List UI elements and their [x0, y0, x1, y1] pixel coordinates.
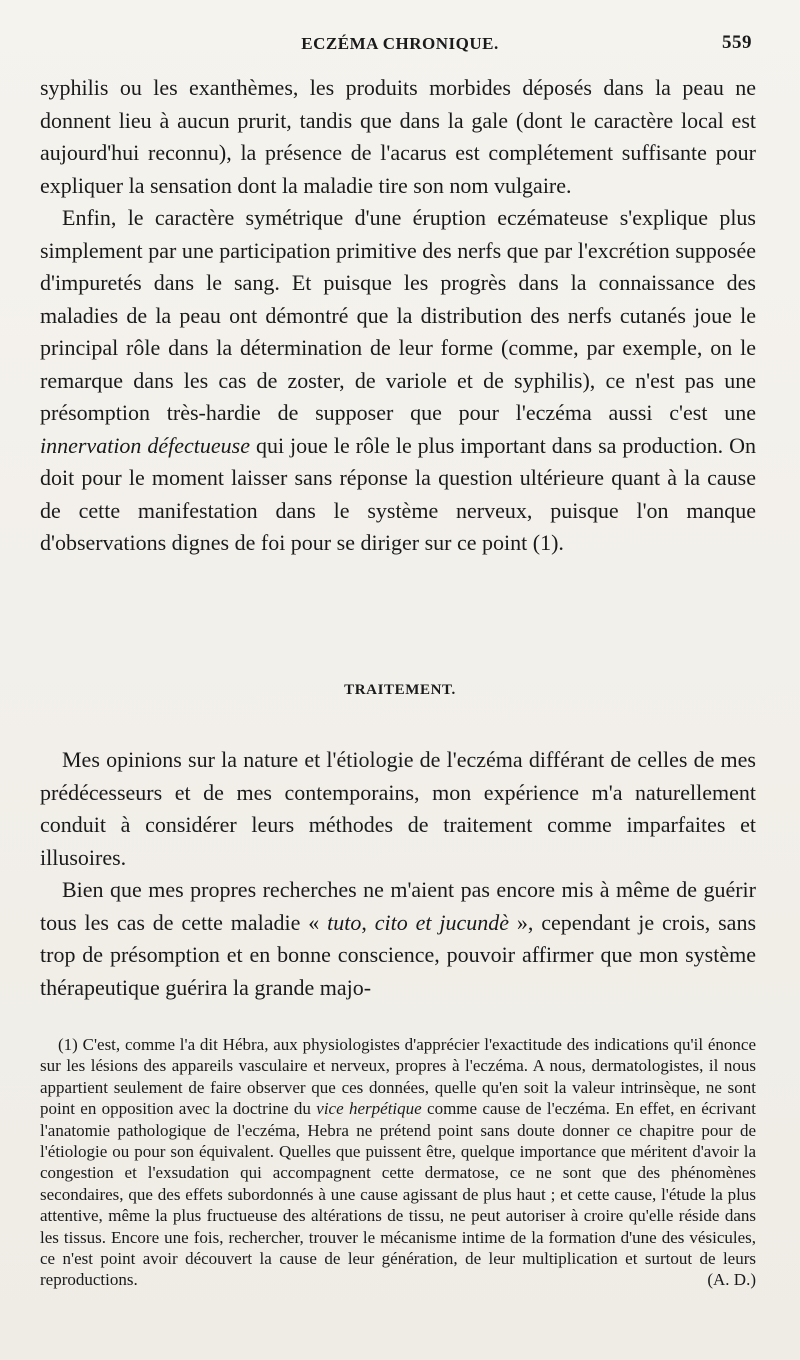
main-text-block [40, 72, 756, 560]
footnote-italic-term: vice herpétique [316, 1099, 422, 1119]
footnote-author: (A. D.) [707, 1270, 756, 1290]
italic-latin-cito: cito et jucundè [374, 909, 509, 935]
footnote-text: comme cause de l'eczéma. En effet, en écrivant l'anatomie pathologique de l'eczéma, Hebra ne prétend point sans doute donner ce chapitre pour de l'étiologie ou pour son équivalent. Quelles que puissent être, quelque importance que méritent d'avoir la congestion et l'exsudation qui accompagnent cette dermatose, ce ne sont que des phénomènes secondaires, que des effets subordonnés à une cause agissant de plus haut ; et cette cause, l'étude la plus attentive, même la plus fructueuse des altérations de tissu, ne peut autoriser à croire qu'elle réside dans les tissus. Encore une fois, rechercher, trouver le mécanisme intime de la formation d'une des vésicules, ce n'est point avoir découvert la cause de leur génération, de leur multiplication et surtout de leurs reproductions. [40, 1099, 756, 1290]
paragraph-text: », cependant je crois, sans trop de présomption et en bonne conscience, pouvoir affirmer que mon système thérapeutique guérira la grande majo- [40, 909, 757, 1000]
italic-term: innervation défectueuse [40, 432, 250, 458]
paragraph-text: Bien que mes propres recherches ne m'aient pas encore mis à même de guérir tous les cas de cette maladie « [40, 877, 756, 935]
running-title: ECZÉMA CHRONIQUE. [301, 34, 499, 53]
section-title: TRAITEMENT. [344, 682, 456, 698]
footnote-block [40, 1034, 756, 1291]
paragraph-research [40, 874, 756, 1004]
paragraph-text: qui joue le rôle le plus important dans sa production. On doit pour le moment laisser sans réponse la question ultérieure quant à la cause de cette manifestation dans le système nerveux, puisque l'on manque d'observations dignes de foi pour se diriger sur ce point (1). [40, 432, 756, 555]
separator: , [361, 909, 375, 935]
italic-latin-tuto: tuto [327, 909, 362, 935]
footnote-text: (1) C'est, comme l'a dit Hébra, aux physiologistes d'apprécier l'exactitude des indications qu'il énonce sur les lésions des appareils vasculaire et nerveux, propres à l'eczéma. A nous, dermatologistes, il nous appartient seulement de faire observer que ces données, quelle qu'en soit la valeur intrinsèque, ne sont point en opposition avec la doctrine du [40, 1035, 756, 1119]
footnote-1 [40, 1034, 756, 1291]
paragraph-opinions: Mes opinions sur la nature et l'étiologie de l'eczéma différant de celles de mes prédécesseurs et de mes contemporains, mon expérience m'a naturellement conduit à considérer leurs méthodes de traitement comme imparfaites et illusoires. [40, 747, 756, 870]
paragraph-text: Enfin, le caractère symétrique d'une éruption eczémateuse s'explique plus simplement par une participation primitive des nerfs que par l'excrétion supposée d'impuretés dans le sang. Et puisque les progrès dans la connaissance des maladies de la peau ont démontré que la distribution des nerfs cutanés joue le principal rôle dans la détermination de leur forme (comme, par exemple, on le remarque dans les cas de zoster, de variole et de syphilis), ce n'est pas une présomption très-hardie de supposer que pour l'eczéma aussi c'est une [40, 205, 756, 425]
paragraph-continuation: syphilis ou les exanthèmes, les produits morbides déposés dans la peau ne donnent lieu à aucun prurit, tandis que dans la gale (dont le caractère local est aujourd'hui reconnu), la présence de l'acarus est complétement suffisante pour expliquer la sensation dont la maladie tire son nom vulgaire. [40, 75, 756, 198]
paragraph-symmetry [40, 202, 756, 560]
running-head [0, 34, 800, 60]
treatment-text-block [40, 744, 756, 1004]
page-number: 559 [722, 32, 752, 53]
